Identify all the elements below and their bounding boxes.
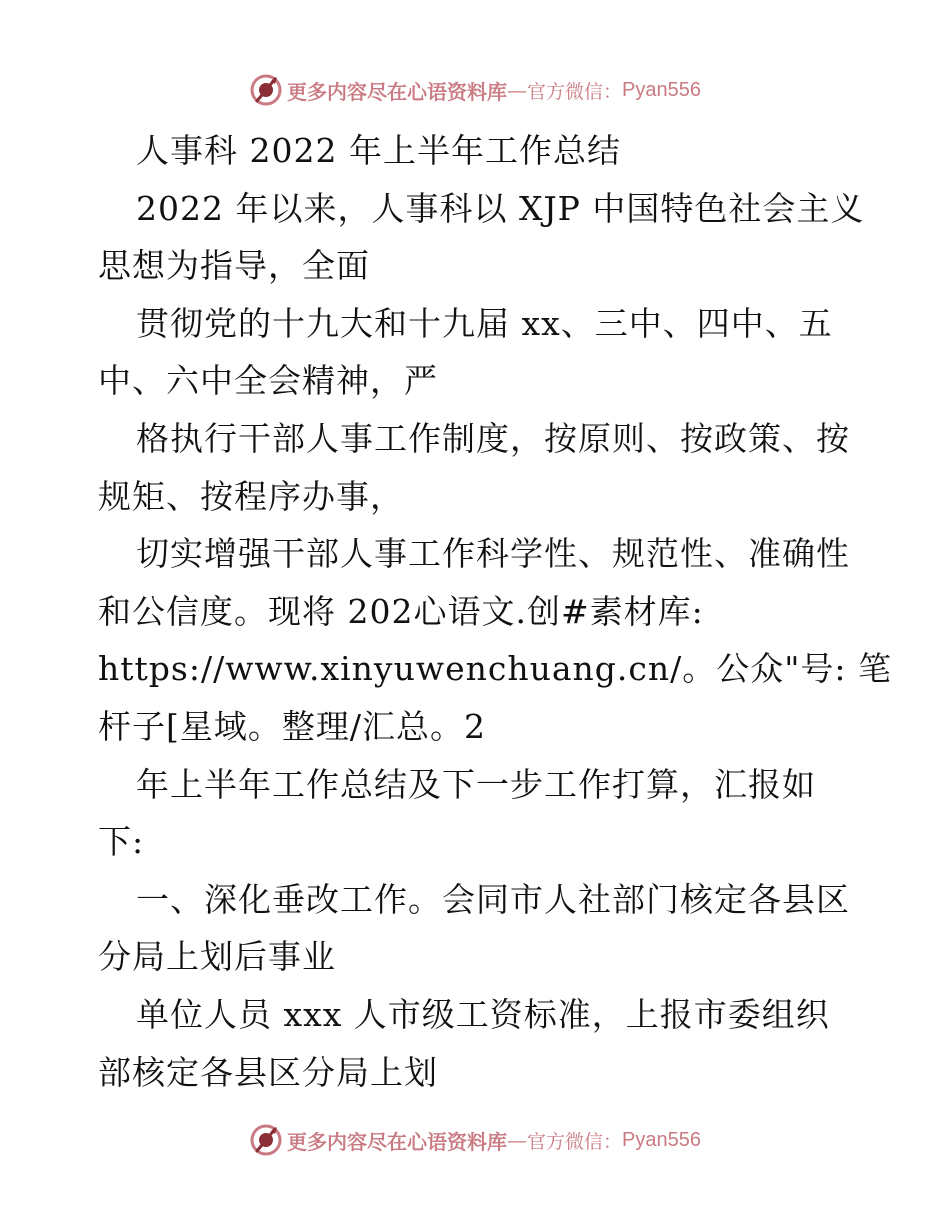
- banner-wechat-label: 官方微信：: [527, 80, 623, 103]
- document-body: [98, 122, 893, 1101]
- banner-brand-text: 更多内容尽在心语资料库: [287, 1129, 507, 1154]
- banner-dash: —: [507, 1128, 527, 1152]
- paragraph-line: 格执行干部人事工作制度，按原则、按政策、按: [136, 418, 850, 458]
- paragraph-line: 年上半年工作总结及下一步工作打算，汇报如: [136, 764, 816, 804]
- banner-dash: —: [507, 78, 527, 102]
- document-title: 人事科 2022 年上半年工作总结: [136, 131, 621, 170]
- paragraph-line: 2022 年以来，人事科以 XJP 中国特色社会主义: [136, 188, 865, 228]
- brand-logo-icon: [249, 1123, 283, 1157]
- header-banner: [0, 70, 950, 110]
- paragraph-line: 规矩、按程序办事，: [98, 476, 404, 516]
- banner-wechat-id: Pyan556: [622, 78, 701, 101]
- paragraph-line: 杆子[星域。整理/汇总。2: [98, 706, 486, 746]
- banner-wechat-id: Pyan556: [622, 1128, 701, 1151]
- banner-brand-text: 更多内容尽在心语资料库: [287, 79, 507, 104]
- brand-logo-icon: [249, 73, 283, 107]
- paragraph-line: 切实增强干部人事工作科学性、规范性、准确性: [136, 534, 850, 574]
- paragraph-line: 部核定各县区分局上划: [98, 1052, 438, 1092]
- footer-banner: [0, 1120, 950, 1160]
- paragraph-line: 下:: [98, 822, 145, 862]
- paragraph-line: 单位人员 xxx 人市级工资标准，上报市委组织: [136, 994, 830, 1034]
- paragraph-line: 一、深化垂改工作。会同市人社部门核定各县区: [136, 879, 850, 919]
- banner-wechat-label: 官方微信：: [527, 1130, 623, 1153]
- paragraph-line: https://www.xinyuwenchuang.cn/。公众"号: 笔: [98, 649, 893, 689]
- paragraph-line: 和公信度。现将 202心语文.创#素材库:: [98, 591, 704, 631]
- paragraph-line: 中、六中全会精神，严: [98, 361, 438, 401]
- paragraph-line: 分局上划后事业: [98, 937, 336, 977]
- paragraph-line: 贯彻党的十九大和十九届 xx、三中、四中、五: [136, 303, 833, 343]
- paragraph-line: 思想为指导，全面: [98, 246, 370, 286]
